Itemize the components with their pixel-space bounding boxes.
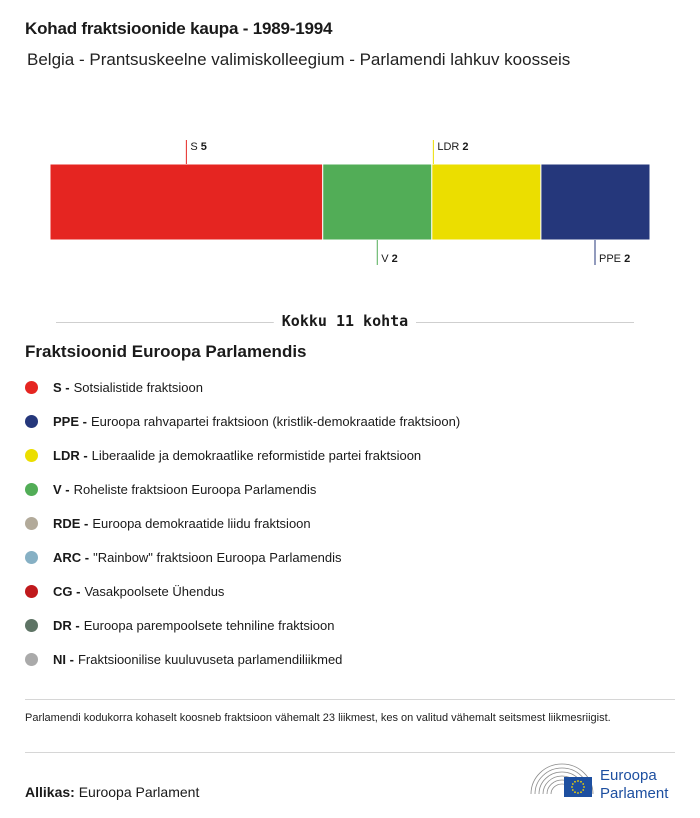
seat-bar-chart bbox=[0, 130, 700, 270]
legend-dot bbox=[25, 653, 38, 666]
legend-dot bbox=[25, 585, 38, 598]
european-parliament-logo bbox=[528, 760, 678, 802]
eu-flag-icon bbox=[564, 777, 592, 797]
group-legend bbox=[25, 370, 460, 676]
chart-subtitle: Belgia - Prantsuskeelne valimiskolleegium - Parlamendi lahkuv koosseis bbox=[27, 50, 571, 69]
legend-dot bbox=[25, 551, 38, 564]
legend-dot bbox=[25, 415, 38, 428]
legend-text: Fraktsioonilise kuuluvuseta parlamendiliikmed bbox=[77, 651, 343, 667]
legend-text: Euroopa rahvapartei fraktsioon (kristlik-demokraatide fraktsioon) bbox=[90, 413, 461, 429]
bar-segment-v bbox=[323, 164, 432, 240]
source-line bbox=[25, 784, 199, 800]
legend-item bbox=[25, 438, 460, 472]
legend-text: Euroopa parempoolsete tehniline fraktsioon bbox=[83, 617, 335, 633]
legend-abbr: ARC - bbox=[53, 549, 90, 565]
total-seats-divider bbox=[56, 312, 634, 332]
legend-text: "Rainbow" fraktsioon Euroopa Parlamendis bbox=[93, 549, 342, 565]
legend-dot bbox=[25, 449, 38, 462]
footnote: Parlamendi kodukorra kohaselt koosneb fraktsioon vähemalt 23 liikmest, kes on valitud vähemalt seitsmest liikmesriigist. bbox=[25, 712, 611, 724]
legend-item bbox=[25, 506, 460, 540]
legend-item bbox=[25, 472, 460, 506]
legend-dot bbox=[25, 619, 38, 632]
total-divider-line-right bbox=[416, 322, 634, 323]
legend-text: Sotsialistide fraktsioon bbox=[73, 379, 203, 395]
legend-dot bbox=[25, 483, 38, 496]
legend-abbr: DR - bbox=[53, 617, 80, 633]
legend-abbr: PPE - bbox=[53, 413, 87, 429]
data-label-s: S 5 bbox=[190, 141, 207, 153]
bar-segment-ppe bbox=[541, 164, 650, 240]
legend-text: Vasakpoolsete Ühendus bbox=[84, 583, 225, 599]
legend-abbr: V - bbox=[53, 481, 70, 497]
legend-abbr: RDE - bbox=[53, 515, 89, 531]
legend-abbr: LDR - bbox=[53, 447, 88, 463]
note-top-divider bbox=[25, 699, 675, 700]
legend-item bbox=[25, 642, 460, 676]
legend-item bbox=[25, 370, 460, 404]
legend-item bbox=[25, 540, 460, 574]
legend-item bbox=[25, 574, 460, 608]
total-seats-label: Kokku 11 kohta bbox=[274, 312, 416, 330]
legend-dot bbox=[25, 517, 38, 530]
legend-text: Roheliste fraktsioon Euroopa Parlamendis bbox=[73, 481, 317, 497]
logo-line1: Euroopa bbox=[600, 767, 657, 784]
legend-abbr: CG - bbox=[53, 583, 81, 599]
data-label-ppe: PPE 2 bbox=[599, 253, 631, 265]
legend-text: Euroopa demokraatide liidu fraktsioon bbox=[92, 515, 311, 531]
legend-abbr: S - bbox=[53, 379, 70, 395]
source-value: Euroopa Parlament bbox=[78, 784, 200, 800]
chart-title: Kohad fraktsioonide kaupa - 1989-1994 bbox=[25, 19, 333, 38]
note-bottom-divider bbox=[25, 752, 675, 753]
legend-dot bbox=[25, 381, 38, 394]
legend-item bbox=[25, 404, 460, 438]
bar-segment-s bbox=[50, 164, 323, 240]
bar-segment-ldr bbox=[432, 164, 541, 240]
total-divider-line bbox=[56, 322, 274, 323]
legend-title: Fraktsioonid Euroopa Parlamendis bbox=[25, 342, 307, 361]
logo-line2: Parlament bbox=[600, 785, 669, 802]
data-label-v: V 2 bbox=[381, 253, 398, 265]
legend-abbr: NI - bbox=[53, 651, 74, 667]
source-label: Allikas: bbox=[25, 784, 75, 800]
legend-item bbox=[25, 608, 460, 642]
legend-text: Liberaalide ja demokraatlike reformistide partei fraktsioon bbox=[91, 447, 422, 463]
data-label-ldr: LDR 2 bbox=[437, 141, 469, 153]
